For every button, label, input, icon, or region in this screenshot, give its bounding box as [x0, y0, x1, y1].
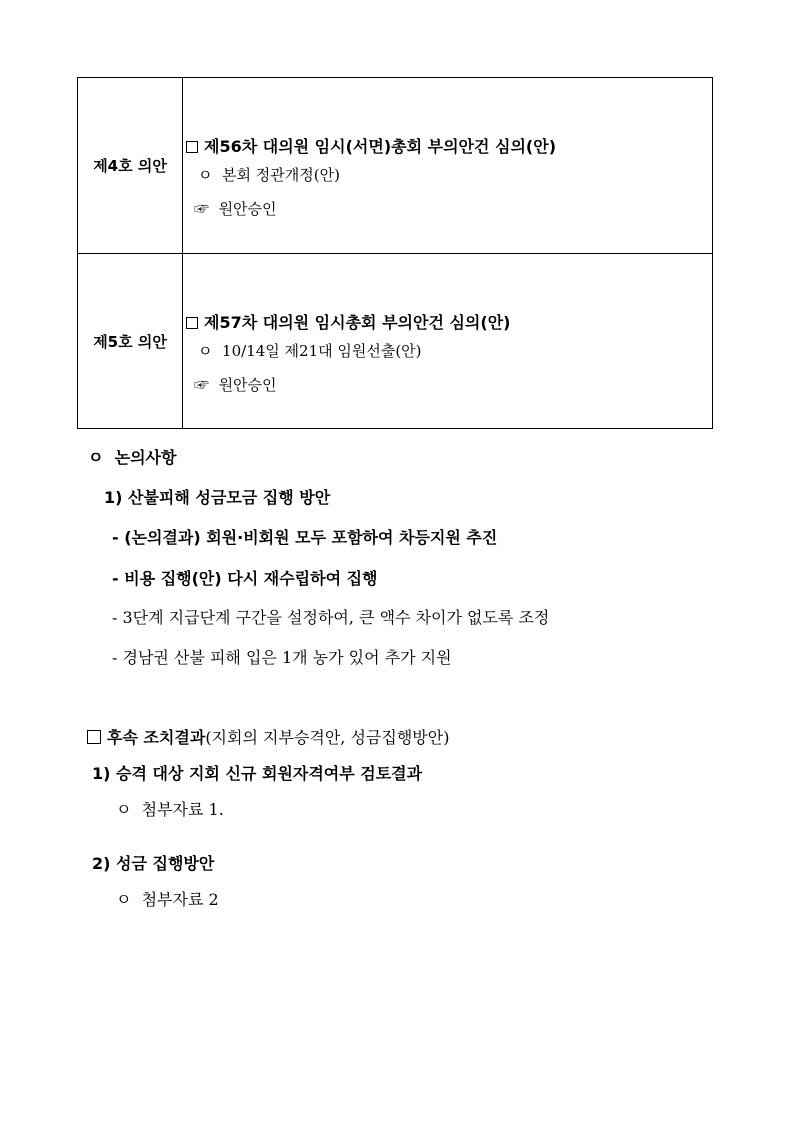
agenda-item-text: 10/14일 제21대 임원선출(안) — [222, 342, 422, 360]
discussion-title-text: 논의사항 — [114, 448, 177, 467]
agenda-item-text: 본회 정관개정(안) — [222, 166, 340, 184]
followup-heading: 2) 성금 집행방안 — [92, 854, 215, 873]
agenda-label: 제4호 의안 — [78, 78, 183, 253]
agenda-heading — [186, 134, 556, 157]
pointing-hand-icon: ☞ — [194, 376, 210, 394]
discussion-point: - 비용 집행(안) 다시 재수립하여 집행 — [112, 569, 378, 588]
discussion-point: - (논의결과) 회원·비회원 모두 포함하여 차등지원 추진 — [112, 528, 498, 547]
discussion-title — [88, 445, 176, 468]
agenda-result — [194, 374, 277, 395]
agenda-heading — [186, 310, 510, 333]
discussion-point: - 3단계 지급단계 구간을 설정하여, 큰 액수 차이가 없도록 조정 — [112, 608, 550, 627]
agenda-heading-text: 제57차 대의원 임시총회 부의안건 심의(안) — [204, 313, 511, 332]
bullet-icon: ㅇ — [116, 800, 132, 819]
agenda-row — [78, 78, 712, 254]
agenda-result — [194, 198, 277, 219]
followup-detail-text: 첨부자료 1. — [141, 800, 224, 819]
bullet-icon: ㅇ — [198, 166, 213, 184]
followup-title — [87, 725, 449, 748]
agenda-label: 제5호 의안 — [78, 254, 183, 428]
followup-title-rest: (지회의 지부승격안, 성금집행방안) — [205, 728, 450, 747]
bullet-icon: ㅇ — [116, 890, 132, 909]
followup-detail — [116, 887, 219, 910]
agenda-heading-text: 제56차 대의원 임시(서면)총회 부의안건 심의(안) — [204, 137, 557, 156]
bullet-icon: ㅇ — [198, 342, 213, 360]
agenda-content — [182, 78, 712, 253]
agenda-item — [198, 164, 340, 185]
discussion-subtitle: 1) 산불피해 성금모금 집행 방안 — [104, 488, 331, 507]
agenda-table — [77, 77, 713, 429]
checkbox-icon — [87, 730, 101, 744]
pointing-hand-icon: ☞ — [194, 200, 210, 218]
followup-detail-text: 첨부자료 2 — [141, 890, 219, 909]
agenda-result-text: 원안승인 — [218, 376, 277, 394]
bullet-icon: ㅇ — [88, 448, 104, 467]
agenda-item — [198, 340, 422, 361]
agenda-row — [78, 254, 712, 428]
discussion-point: - 경남권 산불 피해 입은 1개 농가 있어 추가 지원 — [112, 648, 452, 667]
followup-detail — [116, 797, 224, 820]
followup-title-bold: 후속 조치결과 — [107, 728, 206, 747]
checkbox-icon — [186, 141, 198, 153]
checkbox-icon — [186, 317, 198, 329]
agenda-content — [182, 254, 712, 428]
agenda-result-text: 원안승인 — [218, 200, 277, 218]
followup-heading: 1) 승격 대상 지회 신규 회원자격여부 검토결과 — [92, 764, 423, 783]
